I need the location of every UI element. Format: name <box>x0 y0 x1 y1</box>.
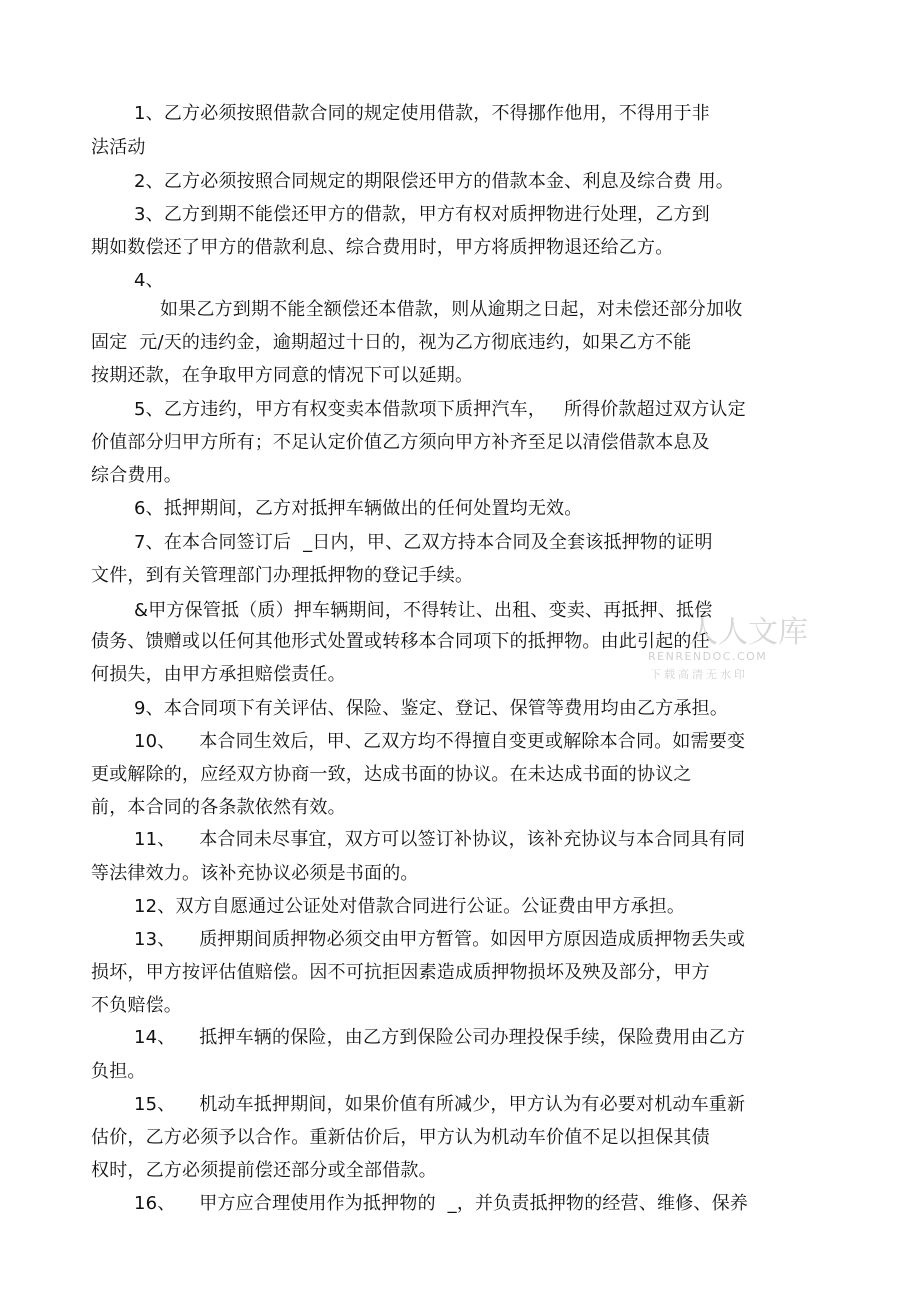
text-line: 16、 甲方应合理使用作为抵押物的 _，并负责抵押物的经营、维修、保养 <box>134 1193 749 1214</box>
watermark <box>648 615 808 688</box>
text-line: 6、抵押期间，乙方对抵押车辆做出的任何处置均无效。 <box>134 498 583 519</box>
text-line: &甲方保管抵（质）押车辆期间，不得转让、出租、变卖、再抵押、抵偿 <box>134 600 713 621</box>
text-line: 权时，乙方必须提前偿还部分或全部借款。 <box>91 1160 437 1181</box>
text-line: 15、 机动车抵押期间，如果价值有所减少，甲方认为有必要对机动车重新 <box>134 1094 746 1115</box>
text-line: 13、 质押期间质押物必须交由甲方暂管。如因甲方原因造成质押物丢失或 <box>134 929 746 950</box>
text-line: 损坏，甲方按评估值赔偿。因不可抗拒因素造成质押物损坏及殃及部分，甲方 <box>91 962 710 983</box>
text-line: 固定 元/天的违约金，逾期超过十日的，视为乙方彻底违约，如果乙方不能 <box>91 332 692 353</box>
watermark-url: RENRENDOC.COM <box>648 650 768 663</box>
text-line: 文件，到有关管理部门办理抵押物的登记手续。 <box>91 565 474 586</box>
text-line: 不负赔偿。 <box>91 995 182 1016</box>
text-line: 14、 抵押车辆的保险，由乙方到保险公司办理投保手续，保险费用由乙方 <box>134 1027 746 1048</box>
text-line: 4、 <box>134 270 164 291</box>
text-line: 综合费用。 <box>91 465 182 486</box>
text-line: 法活动 <box>91 137 146 158</box>
text-line: 更或解除的，应经双方协商一致，达成书面的协议。在未达成书面的协议之 <box>91 764 692 785</box>
text-line: 何损失，由甲方承担赔偿责任。 <box>91 664 346 685</box>
text-line: 9、本合同项下有关评估、保险、鉴定、登记、保管等费用均由乙方承担。 <box>134 698 729 719</box>
text-line: 价值部分归甲方所有；不足认定价值乙方须向甲方补齐至足以清偿借款本息及 <box>91 432 710 453</box>
text-line: 按期还款，在争取甲方同意的情况下可以延期。 <box>91 365 474 386</box>
watermark-logo-text: 人人文库 <box>688 615 808 650</box>
text-line: 负担。 <box>91 1061 146 1082</box>
text-line: 10、 本合同生效后，甲、乙双方均不得擅自变更或解除本合同。如需要变 <box>134 731 746 752</box>
text-line: 期如数偿还了甲方的借款利息、综合费用时，甲方将质押物退还给乙方。 <box>91 237 674 258</box>
text-line: 如果乙方到期不能全额偿还本借款，则从逾期之日起，对未偿还部分加收 <box>160 299 743 320</box>
text-line: 1、乙方必须按照借款合同的规定使用借款，不得挪作他用，不得用于非 <box>134 103 710 124</box>
text-line: 11、 本合同未尽事宜，双方可以签订补协议，该补充协议与本合同具有同 <box>134 829 746 850</box>
text-line: 7、在本合同签订后 _日内，甲、乙双方持本合同及全套该抵押物的证明 <box>134 532 713 553</box>
text-line: 12、双方自愿通过公证处对借款合同进行公证。公证费由甲方承担。 <box>134 896 686 917</box>
text-line: 5、乙方违约，甲方有权变卖本借款项下质押汽车， 所得价款超过双方认定 <box>134 399 746 420</box>
text-line: 估价，乙方必须予以合作。重新估价后，甲方认为机动车价值不足以担保其债 <box>91 1127 710 1148</box>
watermark-subtitle: 下载高清无水印 <box>650 668 748 681</box>
text-line: 3、乙方到期不能偿还甲方的借款，甲方有权对质押物进行处理，乙方到 <box>134 204 710 225</box>
text-line: 2、乙方必须按照合同规定的期限偿还甲方的借款本金、利息及综合费 用。 <box>134 171 734 192</box>
text-line: 前，本合同的各条款依然有效。 <box>91 797 346 818</box>
text-line: 等法律效力。该补充协议必须是书面的。 <box>91 863 419 884</box>
text-line: 债务、馈赠或以任何其他形式处置或转移本合同项下的抵押物。由此引起的任 <box>91 631 710 652</box>
